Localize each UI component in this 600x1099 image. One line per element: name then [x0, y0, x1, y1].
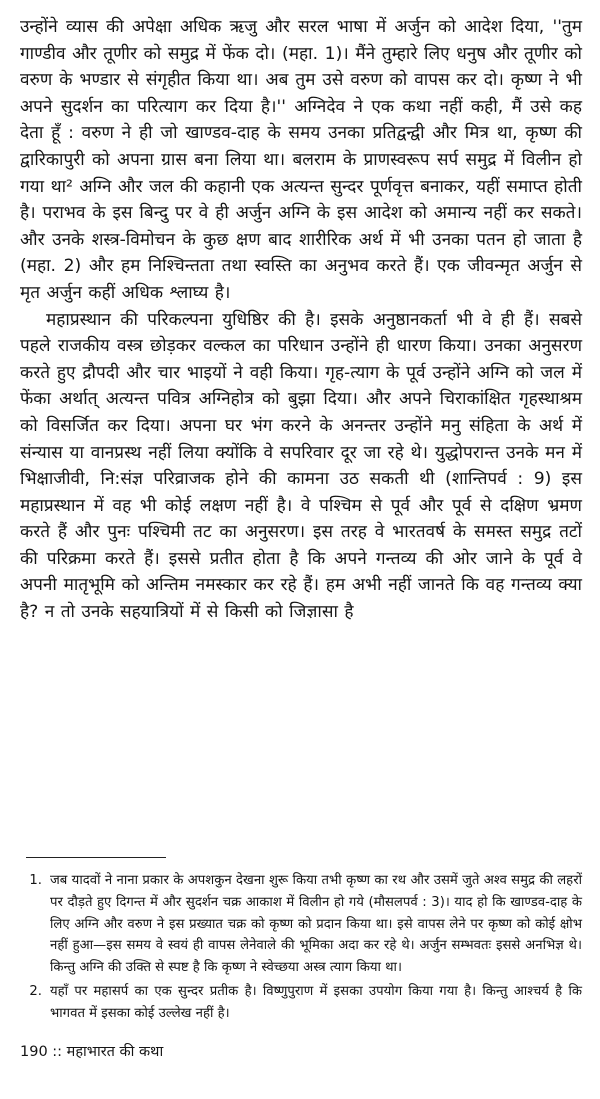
footnote-text: यहाँ पर महासर्प का एक सुन्दर प्रतीक है। विष्णुपुराण में इसका उपयोग किया गया है। किन्तु आश्चर्य है कि भागवत में इसका कोई उल्लेख नहीं है।: [50, 983, 582, 1021]
footnotes: [20, 870, 582, 1027]
paragraph-1: उन्होंने व्यास की अपेक्षा अधिक ऋजु और सरल भाषा में अर्जुन को आदेश दिया, ''तुम गाण्डीव और तूणीर को समुद्र में फेंक दो। (महा. 1)। मैंने तुम्हारे लिए धनुष और तूणीर को वरुण के भण्डार से संगृहीत किया था। अब तुम उसे वरुण को वापस कर दो। कृष्ण ने भी अपने सुदर्शन का परित्याग कर दिया है।'' अग्निदेव ने एक कथा नहीं कही, मैं उसे कह देता हूँ : वरुण ने ही जो खाण्डव-दाह के समय उनका प्रतिद्वन्द्वी और मित्र था, कृष्ण की द्वारिकापुरी को अपना ग्रास बना लिया था। बलराम के प्राणस्वरूप सर्प समुद्र में विलीन हो गया था² अग्नि और जल की कहानी एक अत्यन्त सुन्दर पूर्णवृत्त बनाकर, यहीं समाप्त होती है। पराभव के इस बिन्दु पर वे ही अर्जुन अग्नि के इस आदेश को अमान्य नहीं कर सकते। और उनके शस्त्र-विमोचन के कुछ क्षण बाद शारीरिक अर्थ में भी उनका पतन हो जाता है (महा. 2) और हम निश्चिन्तता तथा स्वस्ति का अनुभव करते हैं। एक जीवन्मृत अर्जुन से मृत अर्जुन कहीं अधिक श्लाघ्य है।: [20, 17, 582, 303]
footnote-number: 1.: [29, 873, 42, 888]
book-page: [20, 14, 582, 1060]
footnote-number: 2.: [29, 983, 42, 999]
body-text: [20, 14, 582, 626]
footnote-text: जब यादवों ने नाना प्रकार के अपशकुन देखना शुरू किया तभी कृष्ण का रथ और उसमें जुते अश्व समुद्र की लहरों पर दौड़ते हुए दिगन्त में और सुदर्शन चक्र आकाश में विलीन हो गये (मौसलपर्व : 3)। याद हो कि खाण्डव-दाह के लिए अग्नि और वरुण ने इस प्रख्यात चक्र को कृष्ण को प्रदान किया था। इसे वापस लेने पर कृष्ण को कोई क्षोभ नहीं हुआ—इस समय वे स्वयं ही वापस लेनेवाले की भूमिका अदा कर रहे थे। अर्जुन सम्भवतः इससे अनभिज्ञ थे। किन्तु अग्नि की उक्ति से स्पष्ट है कि कृष्ण ने स्वेच्छया अस्त्र त्याग किया था।: [50, 873, 582, 976]
footnote-1: [20, 870, 582, 979]
footnote-2: [20, 981, 582, 1025]
footnote-divider: [26, 857, 166, 858]
page-folio: 190 :: महाभारत की कथा: [20, 1044, 164, 1060]
paragraph-2: महाप्रस्थान की परिकल्पना युधिष्ठिर की है। इसके अनुष्ठानकर्ता भी वे ही हैं। सबसे पहले राजकीय वस्त्र छोड़कर वल्कल का परिधान उन्होंने ही धारण किया। उनका अनुसरण करते हुए द्रौपदी और चार भाइयों ने वही किया। गृह-त्याग के पूर्व उन्होंने अग्नि को जल में फेंका अर्थात् अत्यन्त पवित्र अग्निहोत्र को बुझा दिया। और अपने चिराकांक्षित गृहस्थाश्रम को विसर्जित कर दिया। अपना घर भंग करने के अनन्तर उन्होंने मनु संहिता के अर्थ में संन्यास या वानप्रस्थ नहीं लिया क्योंकि वे सपरिवार दूर जा रहे थे। युद्धोपरान्त उनके मन में भिक्षाजीवी, नि:संज्ञ परिव्राजक होने की कामना उठ सकती थी (शान्तिपर्व : 9) इस महाप्रस्थान में वह भी कोई लक्षण नहीं है। वे पश्चिम से पूर्व और पूर्व से दक्षिण भ्रमण करते हैं और पुनः पश्चिमी तट का अनुसरण। इस तरह वे भारतवर्ष के समस्त समुद्र तटों की परिक्रमा करते हैं। इससे प्रतीत होता है कि अपने गन्तव्य की ओर जाने के पूर्व वे अपनी मातृभूमि को अन्तिम नमस्कार कर रहे हैं। हम अभी नहीं जानते कि वह गन्तव्य क्या है? न तो उनके सहयात्रियों में से किसी को जिज्ञासा है: [20, 309, 582, 623]
